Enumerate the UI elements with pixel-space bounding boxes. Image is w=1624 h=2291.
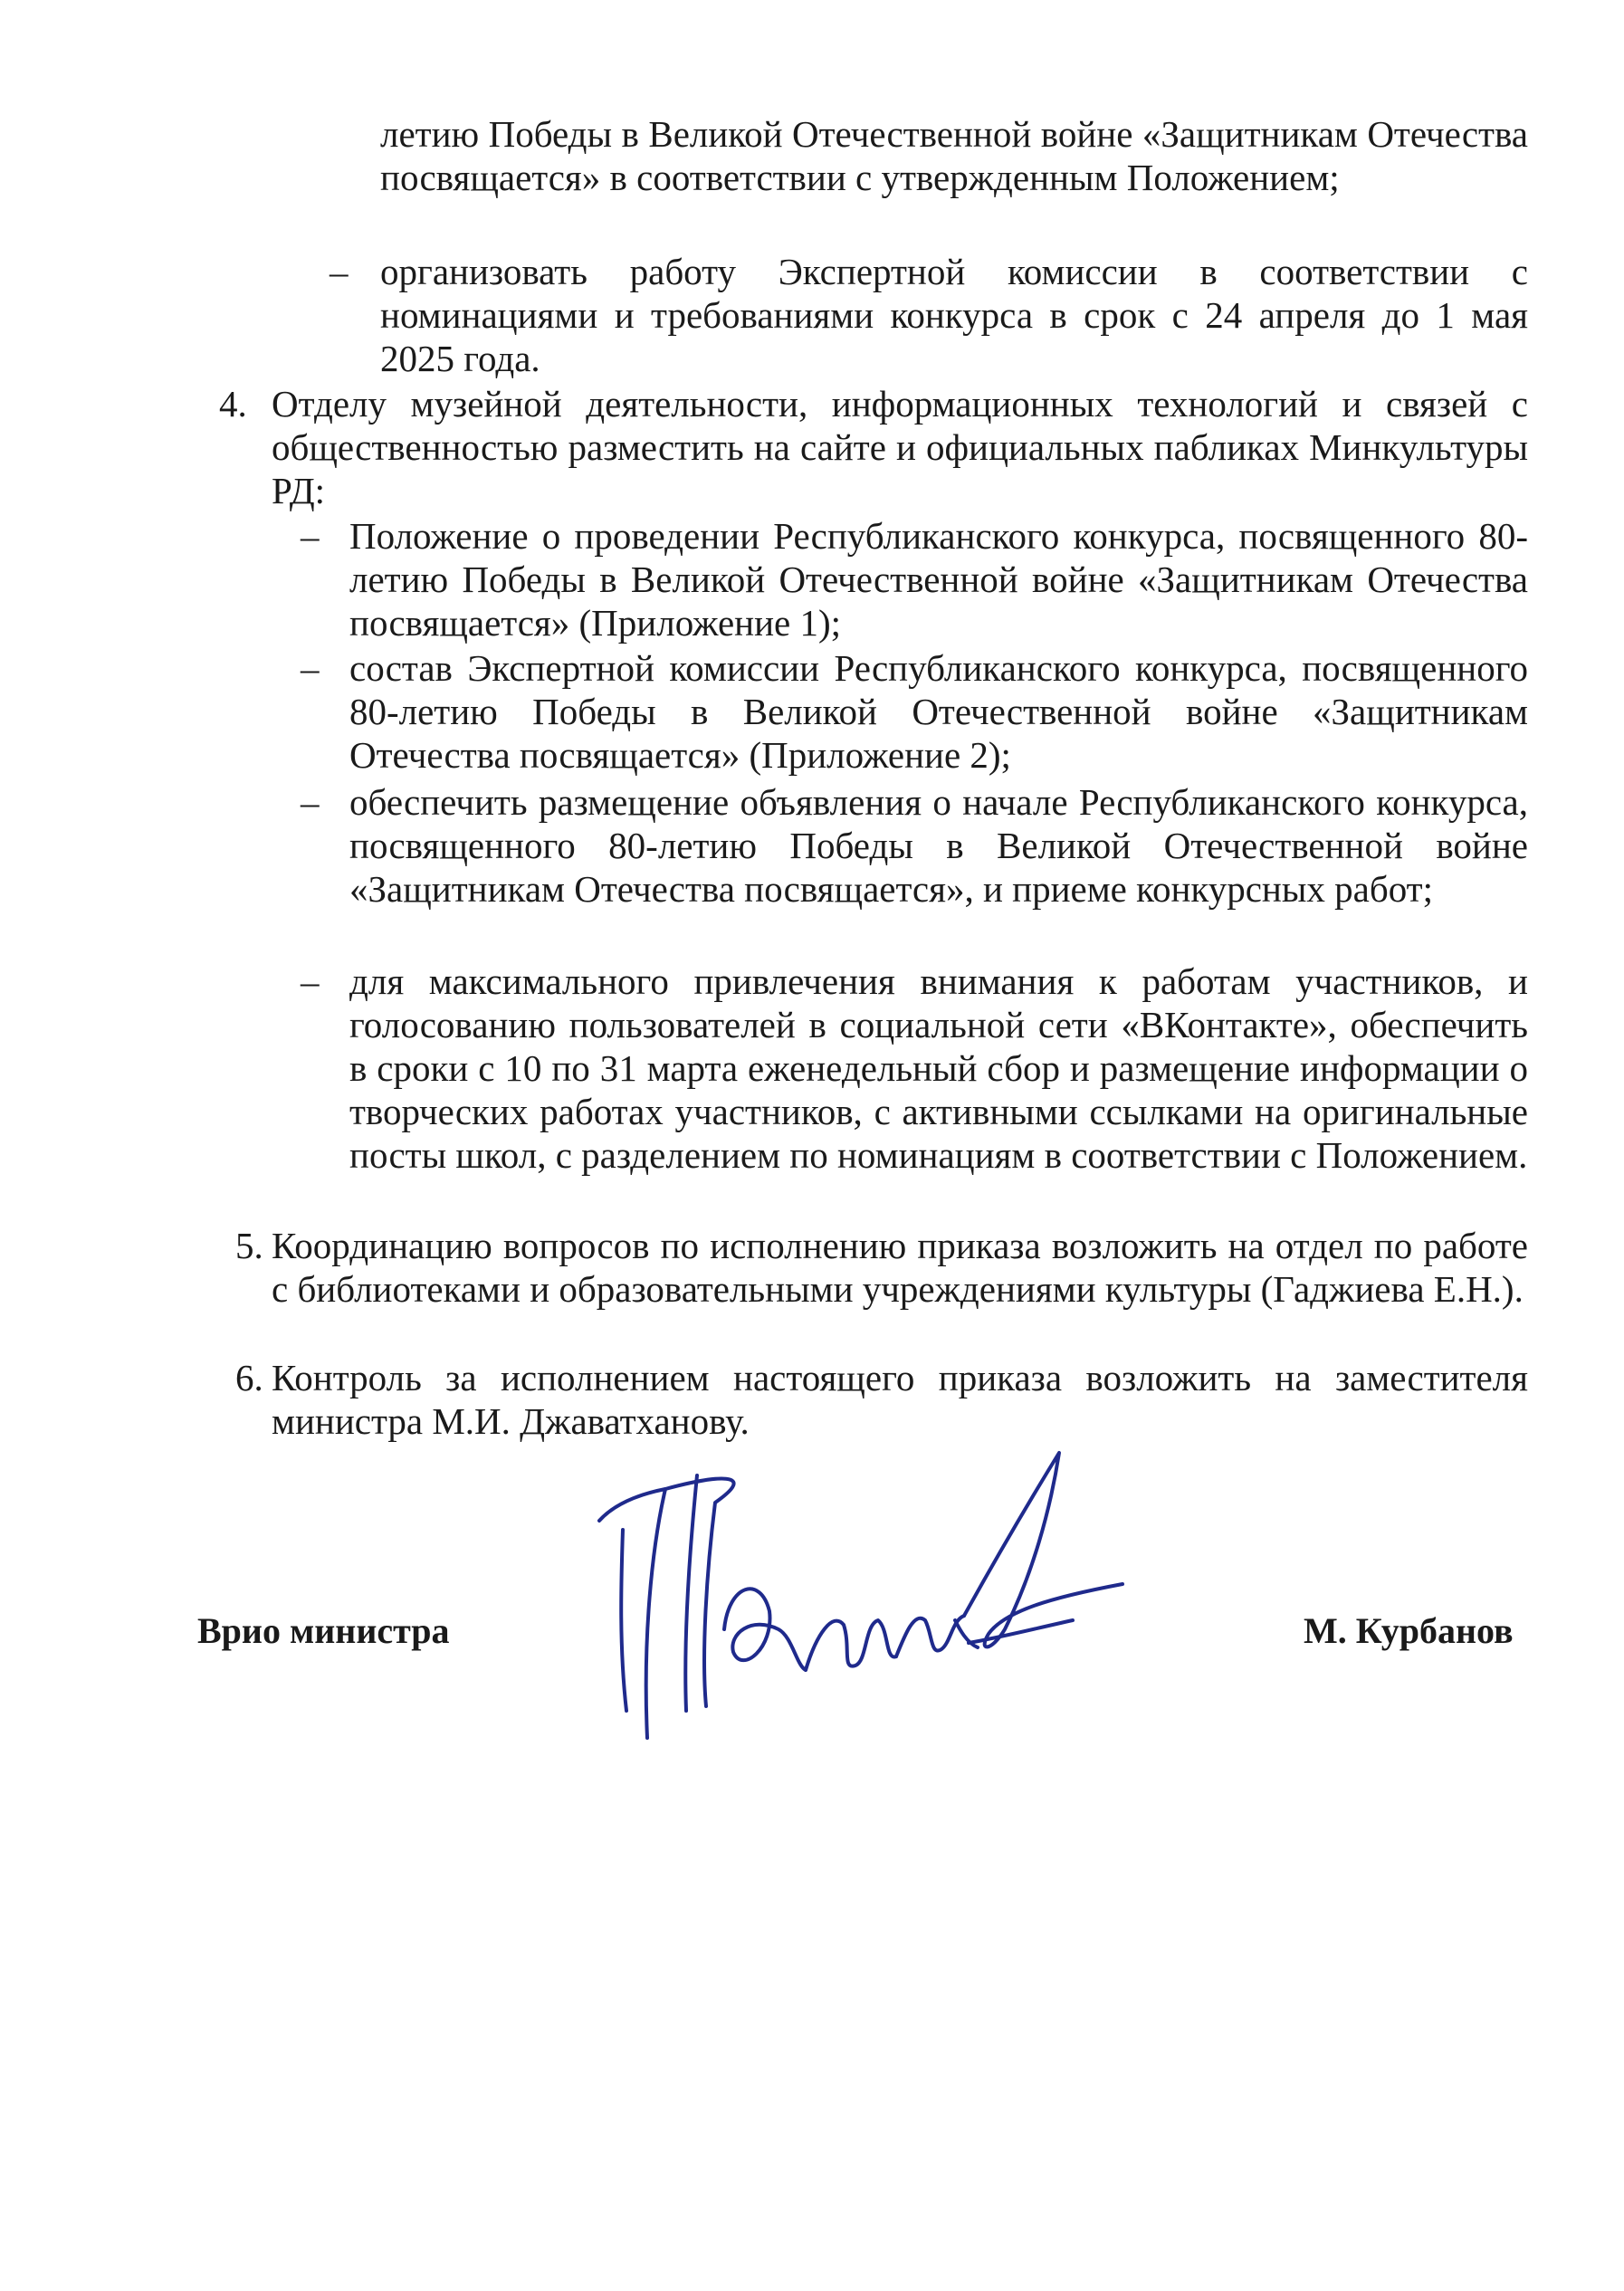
signature-stroke [621,1530,626,1711]
item4-dash-1-text: Положение о проведении Республиканского конкурса, посвященного 80-летию Победы в Великой Отечественной войне «Защитникам Отечества посвящается» (Приложение 1); [349,515,1528,644]
item-5-text: Координацию вопросов по исполнению приказа возложить на отдел по работе с библиотеками и образовательными учреждениями культуры (Гаджиева Е.Н.). [272,1225,1528,1310]
signatory-title [197,1609,450,1652]
item-4-number: 4. [219,383,247,425]
item-4 [219,382,1528,512]
signatory-title-text: Врио министра [197,1610,450,1651]
item3-dash-2-text: организовать работу Экспертной комиссии в соответствии с номинациями и требованиями конкурса в срок с 24 апреля до 1 мая 2025 года. [380,251,1528,379]
dash-marker: – [330,251,349,292]
item3-dash-2 [330,250,1528,380]
signature-stroke [685,1475,697,1711]
handwritten-signature-icon [579,1439,1159,1747]
signature-stroke [724,1589,806,1670]
item4-dash-1 [301,514,1528,644]
item-5-number: 5. [235,1225,263,1266]
item4-dash-3 [301,780,1528,911]
item-5 [235,1224,1528,1311]
dash-marker: – [301,647,320,689]
item4-dash-4-text: для максимального привлечения внимания к работам участников, и голосованию пользователей в социальной сети «ВКонтакте», обеспечить в сроки с 10 по 31 марта еженедельный сбор и размещение информации о творческих работах участников, с активными ссылками на оригинальные посты школ, с разделением по номинациям в соответствии с Положением. [349,960,1528,1176]
signature-stroke [806,1620,896,1670]
signature-stroke [964,1453,1122,1647]
item-6-number: 6. [235,1357,263,1398]
item-6 [235,1356,1528,1443]
dash-marker: – [301,960,320,1002]
item4-dash-4 [301,959,1528,1177]
signature-stroke [665,1479,734,1706]
signature-stroke [969,1620,1073,1643]
continuation-paragraph [380,112,1528,199]
item4-dash-2 [301,646,1528,777]
signature-stroke [599,1489,665,1738]
dash-marker: – [301,515,320,557]
item4-dash-3-text: обеспечить размещение объявления о начале Республиканского конкурса, посвященного 80-летию Победы в Великой Отечественной войне «Защитникам Отечества посвящается», и приеме конкурсных работ; [349,781,1528,910]
item-4-text: Отделу музейной деятельности, информационных технологий и связей с общественностью разместить на сайте и официальных пабликах Минкультуры РД: [272,383,1528,511]
item4-dash-2-text: состав Экспертной комиссии Республиканского конкурса, посвященного 80-летию Победы в Великой Отечественной войне «Защитникам Отечества посвящается» (Приложение 2); [349,647,1528,776]
continuation-text: летию Победы в Великой Отечественной войне «Защитникам Отечества посвящается» в соответствии с утвержденным Положением; [380,113,1528,198]
signatory-name [1304,1609,1514,1652]
item-6-text: Контроль за исполнением настоящего приказа возложить на заместителя министра М.И. Джаватханову. [272,1357,1528,1442]
dash-marker: – [301,781,320,823]
signatory-name-text: М. Курбанов [1304,1610,1514,1651]
